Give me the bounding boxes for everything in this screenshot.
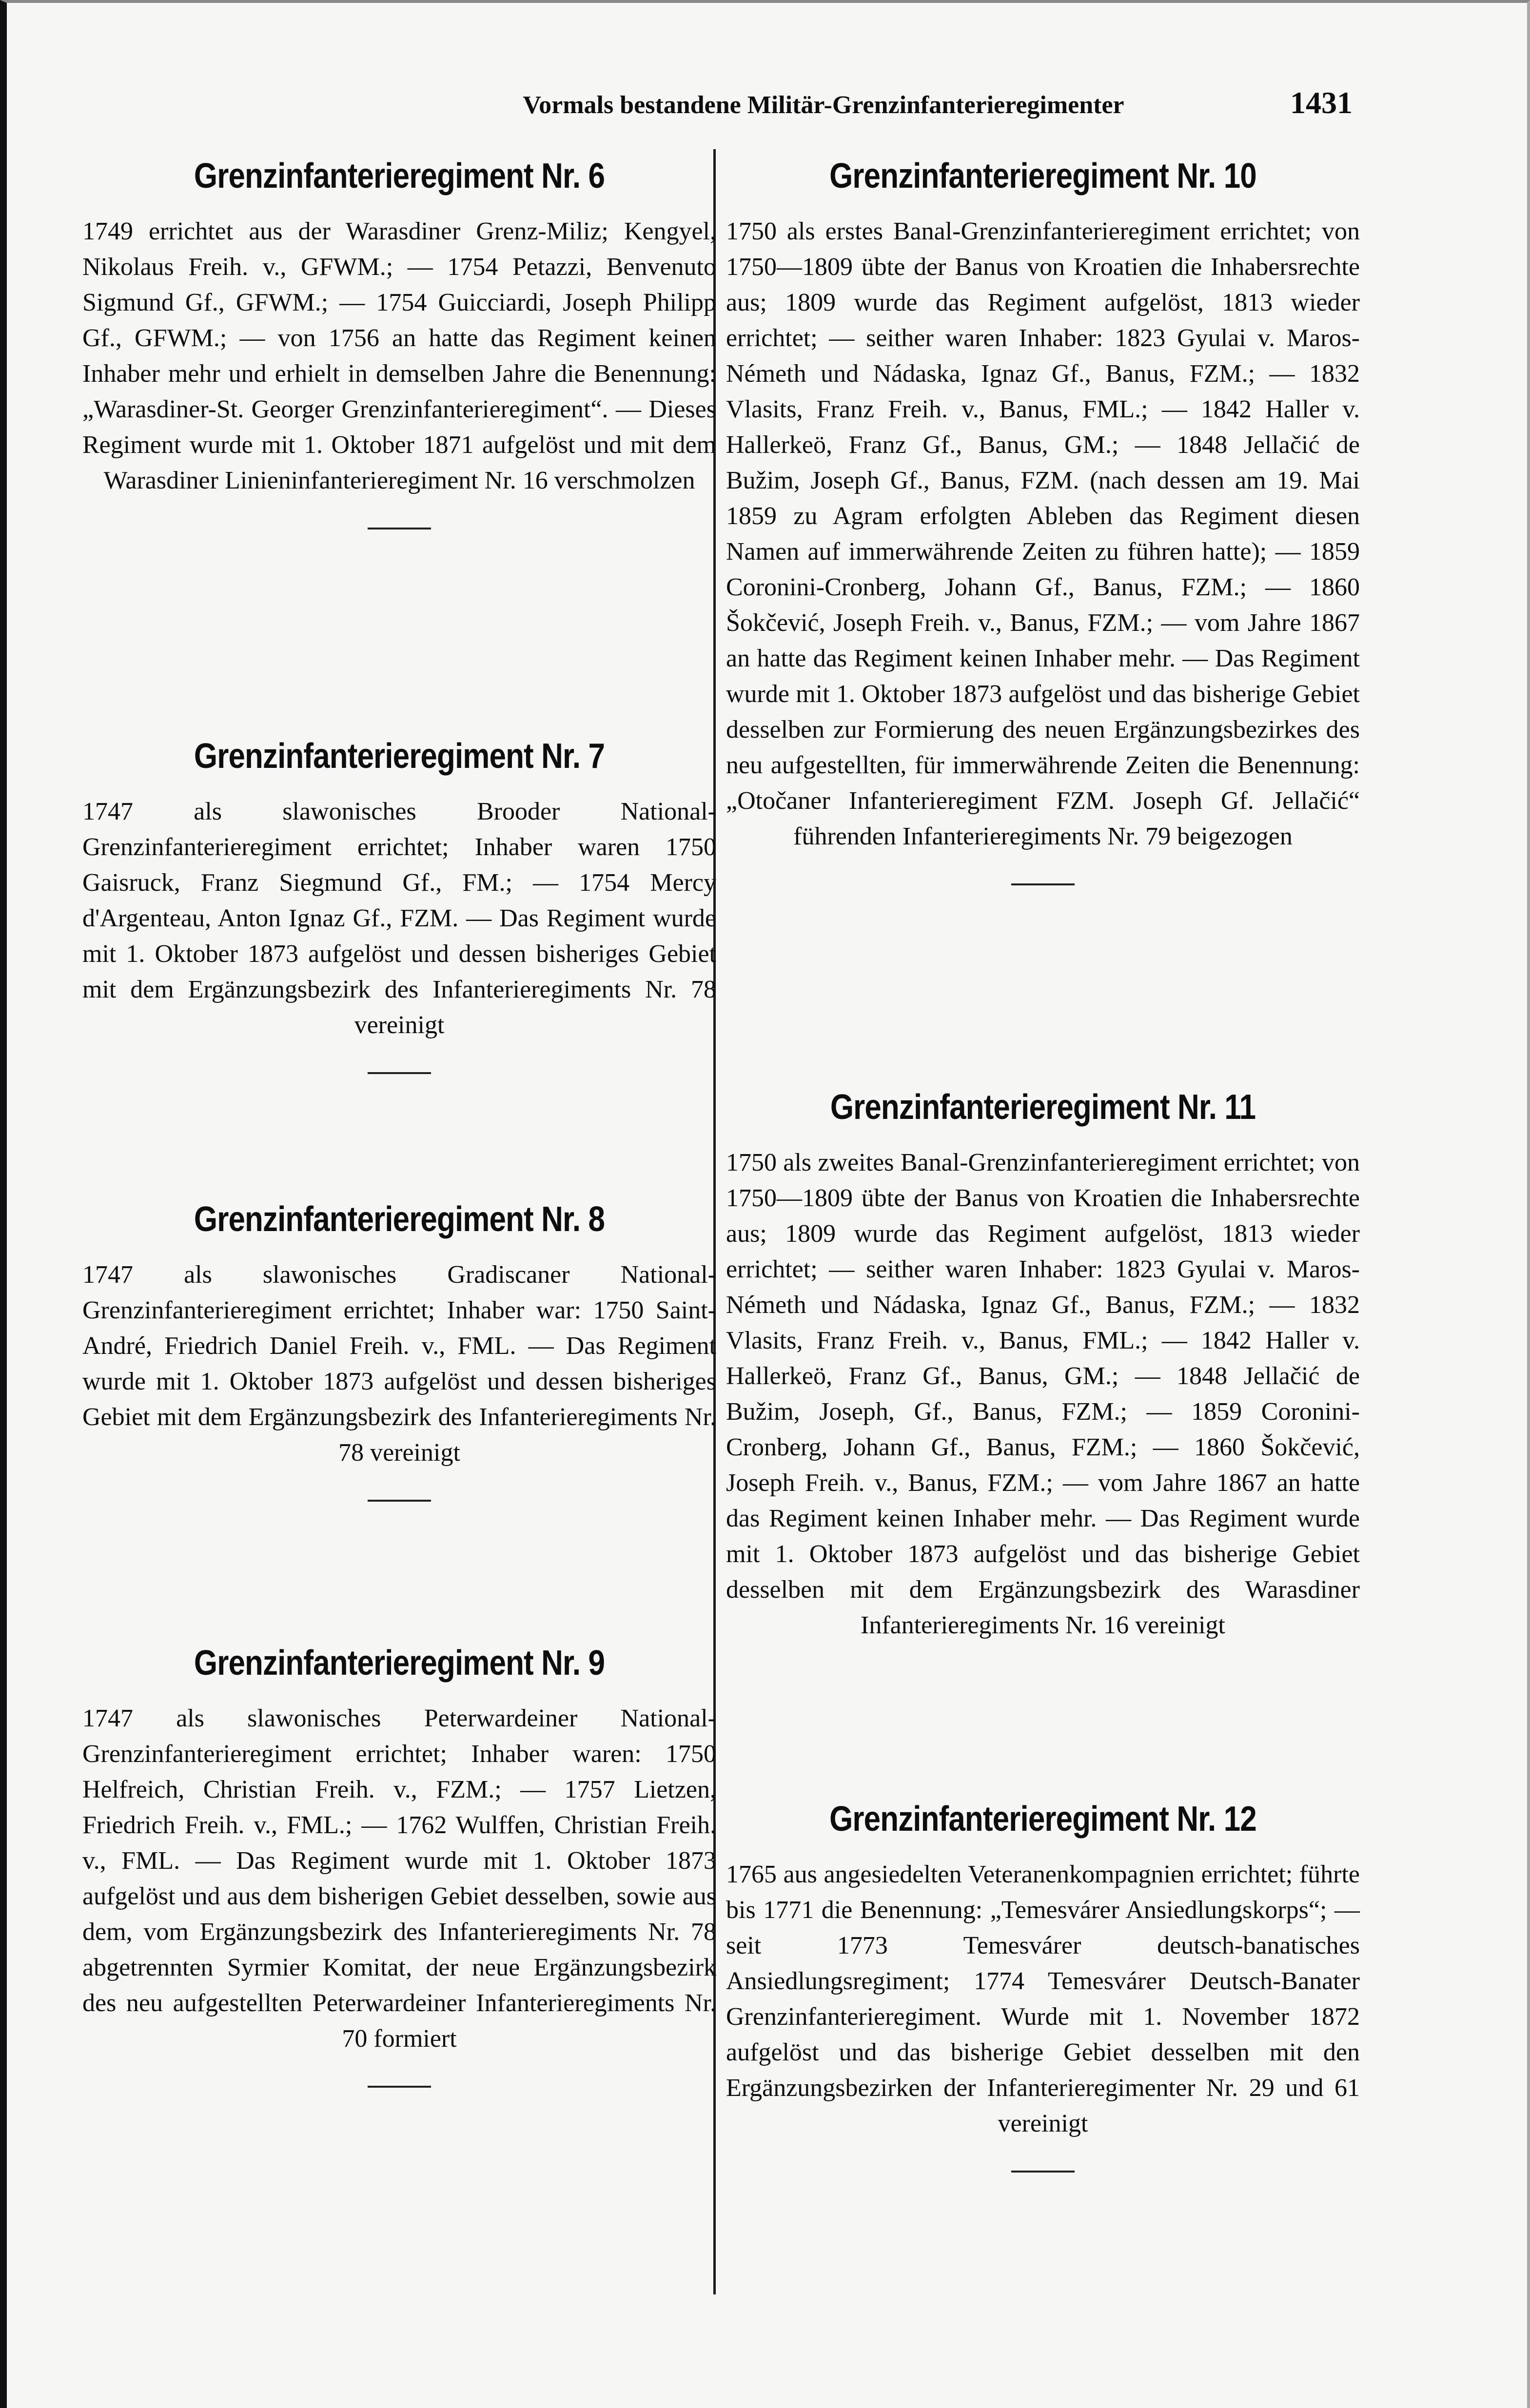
section-rule — [368, 1072, 431, 1074]
regiment-section — [82, 1641, 716, 2088]
page-number: 1431 — [1290, 85, 1353, 120]
section-heading: Grenzinfanterieregiment Nr. 6 — [194, 157, 605, 196]
section-heading: Grenzinfanterieregiment Nr. 7 — [194, 737, 605, 776]
section-rule — [368, 2086, 431, 2088]
section-rule — [1011, 2171, 1075, 2173]
section-text: 1765 aus angesiedelten Veteranenkompagnien errichtet; führte bis 1771 die Benennung: „Temesvárer Ansiedlungskorps“; — seit 1773 Temesvárer deutsch-banatisches Ansiedlungsregiment; 1774 Temesvárer Deutsch-Banater Grenzinfanterieregiment. Wurde mit 1. November 1872 aufgelöst und das bisherige Gebiet desselben mit den Ergänzungsbezirken der Infanterieregimenter Nr. 29 und 61 vereinigt — [726, 1860, 1360, 2137]
section-text: 1750 als zweites Banal-Grenzinfanterieregiment errichtet; von 1750—1809 übte der Banus von Kroatien die Inhabersrechte aus; 1809 wurde das Regiment aufgelöst, 1813 wieder errichtet; — seither waren Inhaber: 1823 Gyulai v. Maros-Németh und Nádaska, Ignaz Gf., Banus, FZM.; — 1832 Vlasits, Franz Freih. v., Banus, FML.; — 1842 Haller v. Hallerkeö, Franz Gf., Banus, GM.; — 1848 Jellačić de Bužim, Joseph, Gf., Banus, FZM.; — 1859 Coronini-Cronberg, Johann Gf., Banus, FZM.; — 1860 Šokčević, Joseph Freih. v., Banus, FZM.; — vom Jahre 1867 an hatte das Regiment keinen Inhaber mehr. — Das Regiment wurde mit 1. Oktober 1873 aufgelöst und das bisherige Gebiet desselben mit dem Ergänzungsbezirk des Warasdiner Infanterieregiments Nr. 16 vereinigt — [726, 1149, 1360, 1639]
section-heading: Grenzinfanterieregiment Nr. 12 — [829, 1800, 1256, 1839]
section-heading: Grenzinfanterieregiment Nr. 9 — [194, 1644, 605, 1683]
section-text: 1747 als slawonisches Peterwardeiner National-Grenzinfanterieregiment errichtet; Inhaber waren: 1750 Helfreich, Christian Freih. v., FZM.; — 1757 Lietzen, Friedrich Freih. v., FML.; — 1762 Wulffen, Christian Freih. v., FML. — Das Regiment wurde mit 1. Oktober 1873 aufgelöst und aus dem bisherigen Gebiet desselben, sowie aus dem, vom Ergänzungsbezirk des Infanterieregiments Nr. 78 abgetrennten Syrmier Komitat, der neue Ergänzungsbezirk des neu aufgestellten Peterwardeiner Infanterieregiments Nr. 70 formiert — [82, 1704, 716, 2053]
regiment-section — [726, 1797, 1360, 2173]
running-header: Vormals bestandene Militär-Grenzinfanterieregimenter — [523, 91, 1124, 119]
regiment-section — [82, 734, 716, 1074]
regiment-section — [82, 1197, 716, 1502]
section-rule — [368, 1500, 431, 1502]
regiment-section — [726, 1085, 1360, 1643]
section-rule — [1011, 883, 1075, 885]
section-heading: Grenzinfanterieregiment Nr. 11 — [830, 1088, 1256, 1127]
section-text: 1747 als slawonisches Brooder National-Grenzinfanterieregiment errichtet; Inhaber waren 1750 Gaisruck, Franz Siegmund Gf., FM.; — 1754 Mercy d'Argenteau, Anton Ignaz Gf., FZM. — Das Regiment wurde mit 1. Oktober 1873 aufgelöst und dessen bisheriges Gebiet mit dem Ergänzungsbezirk des Infanterieregiments Nr. 78 vereinigt — [82, 798, 716, 1039]
section-heading: Grenzinfanterieregiment Nr. 10 — [829, 157, 1256, 196]
section-heading: Grenzinfanterieregiment Nr. 8 — [194, 1200, 605, 1239]
section-rule — [368, 528, 431, 529]
section-text: 1749 errichtet aus der Warasdiner Grenz-Miliz; Kengyel, Nikolaus Freih. v., GFWM.; — 1754 Petazzi, Benvenuto Sigmund Gf., GFWM.; — 1754 Guicciardi, Joseph Philipp Gf., GFWM.; — von 1756 an hatte das Regiment keinen Inhaber mehr und erhielt in demselben Jahre die Benennung: „Warasdiner-St. Georger Grenzinfanterieregiment“. — Dieses Regiment wurde mit 1. Oktober 1871 aufgelöst und mit dem Warasdiner Linieninfanterieregiment Nr. 16 verschmolzen — [82, 217, 716, 494]
regiment-section — [726, 154, 1360, 885]
section-text: 1750 als erstes Banal-Grenzinfanterieregiment errichtet; von 1750—1809 übte der Banus von Kroatien die Inhabersrechte aus; 1809 wurde das Regiment aufgelöst, 1813 wieder errichtet; — seither waren Inhaber: 1823 Gyulai v. Maros-Németh und Nádaska, Ignaz Gf., Banus, FZM.; — 1832 Vlasits, Franz Freih. v., Banus, FML.; — 1842 Haller v. Hallerkeö, Franz Gf., Banus, GM.; — 1848 Jellačić de Bužim, Joseph Gf., Banus, FZM. (nach dessen am 19. Mai 1859 zu Agram erfolgten Ableben das Regiment diesen Namen auf immerwährende Zeiten zu führen hatte); — 1859 Coronini-Cronberg, Johann Gf., Banus, FZM.; — 1860 Šokčević, Joseph Freih. v., Banus, FZM.; — vom Jahre 1867 an hatte das Regiment keinen Inhaber mehr. — Das Regiment wurde mit 1. Oktober 1873 aufgelöst und das bisherige Gebiet desselben zur Formierung des neuen Ergänzungsbezirkes des neu aufgestellten, für immerwährende Zeiten die Benennung: „Otočaner Infanterieregiment FZM. Joseph Gf. Jellačić“ führenden Infanterieregiments Nr. 79 beigezogen — [726, 217, 1360, 850]
section-text: 1747 als slawonisches Gradiscaner National-Grenzinfanterieregiment errichtet; Inhaber war: 1750 Saint-André, Friedrich Daniel Freih. v., FML. — Das Regiment wurde mit 1. Oktober 1873 aufgelöst und dessen bisheriges Gebiet mit dem Ergänzungsbezirk des Infanterieregiments Nr. 78 vereinigt — [82, 1261, 716, 1467]
regiment-section — [82, 154, 716, 529]
